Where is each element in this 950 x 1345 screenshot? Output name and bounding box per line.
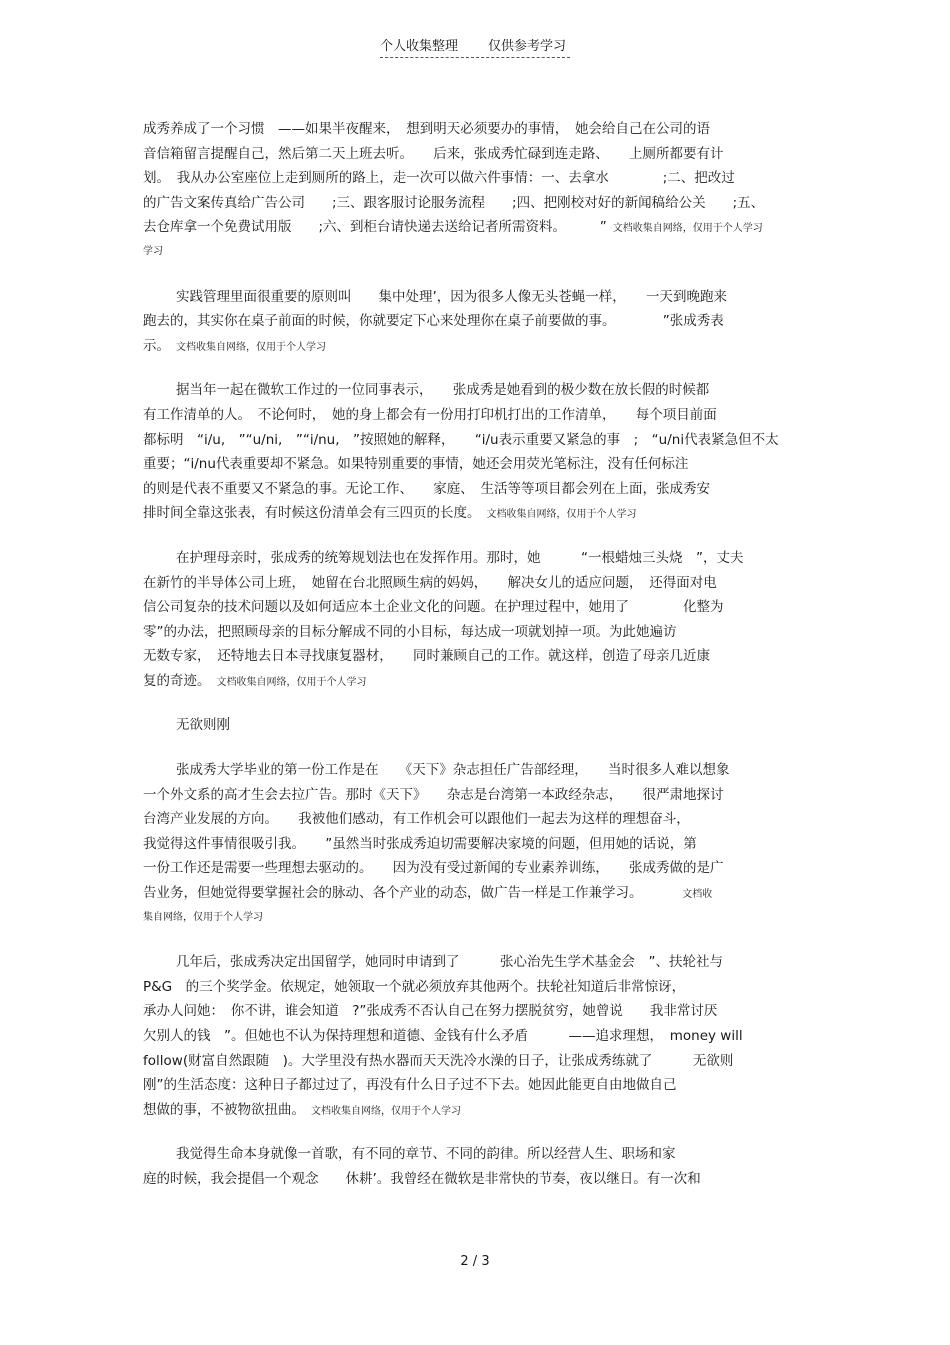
paragraph-1 (143, 117, 805, 265)
text-line: 有工作清单的人。 不论何时， 她的身上都会有一份用打印机打出的工作清单， 每个项目前面 (143, 406, 717, 423)
text-line (143, 501, 805, 526)
text-line: 我觉得这件事情很吸引我。 ”虽然当时张成秀迫切需要解决家境的问题，但用她的话说，第 (143, 835, 697, 852)
text-line: 的则是代表不重要又不紧急的事。无论工作、 家庭、 生活等等项目都会列在上面，张成秀安 (143, 480, 710, 497)
text-line-content: 去仓库拿一个免费试用版 ;六、到柜台请快递去送给记者所需资料。 ” (143, 219, 607, 236)
page-number: 2 / 3 (460, 1254, 490, 1269)
text-line-content: 复的奇迹。 (143, 672, 211, 689)
source-note: 文档收集自网络，仅用于个人学习 (486, 509, 637, 521)
text-line (143, 1098, 805, 1123)
text-line: 一份工作还是需要一些理想去驱动的。 因为没有受过新闻的专业素养训练， 张成秀做的是广 (143, 860, 724, 877)
text-line: 音信箱留言提醒自己，然后第二天上班去听。 后来，张成秀忙碌到连走路、 上厕所都要有计 (143, 145, 724, 162)
text-line: 实践管理里面很重要的原则叫 集中处理’，因为很多人像无头苍蝇一样， 一天到晚跑来 (176, 288, 728, 305)
text-line: 跑去的，其实你在桌子前面的时候，你就要定下心来处理你在桌子前要做的事。 ”张成秀表 (143, 313, 724, 330)
page-header (380, 38, 570, 58)
text-line-content: 想做的事，不被物欲扭曲。 (143, 1101, 305, 1118)
section-heading: 无欲则刚 (176, 717, 230, 734)
text-line-content: 排时间全靠这张表，有时候这份清单会有三四页的长度。 (143, 505, 481, 522)
text-line: 欠别人的钱 ”。但她也不认为保持理想和道德、金钱有什么矛盾 ——追求理想， money will (143, 1028, 743, 1044)
text-line: 学习 (143, 245, 163, 257)
paragraph-2 (143, 285, 805, 359)
source-note: 文档收集自网络，仅用于个人学习 (311, 1105, 461, 1117)
source-note: 文档收 (682, 889, 713, 901)
paragraph-3 (143, 378, 805, 526)
text-line: 零”的办法，把照顾母亲的目标分解成不同的小目标，每达成一项就划掉一项。为此她遍访 (143, 623, 677, 640)
text-line: 集自网络，仅用于个人学习 (143, 911, 263, 923)
source-note: 文档收集自网络，仅用于个人学习 (216, 676, 367, 688)
text-line: 台湾产业发展的方向。 我被他们感动，有工作机会可以跟他们一起去为这样的理想奋斗， (143, 811, 690, 828)
text-line: 据当年一起在微软工作过的一位同事表示， 张成秀是她看到的极少数在放长假的时候都 (176, 382, 710, 399)
document-body (143, 117, 805, 1212)
source-note: 文档收集自网络，仅用于个人学习 (176, 341, 326, 353)
text-line: 几年后，张成秀决定出国留学，她同时申请到了 张心治先生学术基金会 ”、扶轮社与 (176, 954, 723, 971)
text-line-content: 示。 (143, 337, 170, 354)
text-line-content: 告业务，但她觉得要掌握社会的脉动、各个产业的动态，做广告一样是工作兼学习。 (143, 885, 677, 902)
source-note: 文档收集自网络，仅用于个人学习 (612, 223, 763, 235)
text-line: 刚”的生活态度：这种日子都过过了，再没有什么日子过不下去。她因此能更自由地做自己 (143, 1077, 677, 1094)
text-line: 都标明 “i/u, ”“u/ni, ”“i/nu, ”按照她的解释， “i/u表示重要又紧急的事 ; “u/ni代表紧急但不太 (143, 431, 779, 448)
text-line: 张成秀大学毕业的第一份工作是在 《天下》杂志担任广告部经理， 当时很多人难以想象 (176, 762, 730, 779)
text-line: 无数专家， 还特地去日本寻找康复器材， 同时兼顾自己的工作。就这样，创造了母亲几近康 (143, 648, 710, 665)
text-line (143, 215, 805, 240)
text-line: 在护理母亲时，张成秀的统筹规划法也在发挥作用。那时，她 “一根蜡烛三头烧 ”，丈夫 (176, 549, 744, 566)
header-right-text: 仅供参考学习 (488, 39, 567, 54)
text-line: 划。 我从办公室座位上走到厕所的路上，走一次可以做六件事情：一、去拿水 ;二、把改过 (143, 170, 735, 187)
text-line: 成秀养成了一个习惯 ——如果半夜醒来， 想到明天必须要办的事情， 她会给自己在公司的语 (143, 121, 710, 137)
text-line: 的广告文案传真给广告公司 ;三、跟客服讨论服务流程 ;四、把刚校对好的新闻稿给公关 ;五、 (143, 194, 765, 211)
text-line (143, 881, 805, 906)
text-line: 重要；“i/nu代表重要却不紧急。如果特别重要的事情，她还会用荧光笔标注，没有任何标注 (143, 456, 689, 473)
text-line: 我觉得生命本身就像一首歌，有不同的章节、不同的韵律。所以经营人生、职场和家 (176, 1146, 676, 1163)
text-line: P&G 的三个奖学金。依规定，她领取一个就必须放弃其他两个。扶轮社知道后非常惊讶， (143, 978, 686, 995)
paragraph-6 (143, 950, 805, 1122)
text-line: follow(财富自然跟随 )。大学里没有热水器而天天洗冷水澡的日子，让张成秀练就了 无欲则 (143, 1052, 734, 1069)
paragraph-7 (143, 1142, 805, 1191)
header-left-text: 个人收集整理 (380, 39, 459, 54)
text-line: 承办人问她： 你不讲，谁会知道 ?”张成秀不否认自己在努力摆脱贫穷，她曾说 我非常讨厌 (143, 1003, 718, 1020)
paragraph-5 (143, 758, 805, 930)
text-line: 信公司复杂的技术问题以及如何适应本土企业文化的问题。在护理过程中，她用了 化整为 (143, 599, 724, 616)
text-line (143, 334, 805, 359)
text-line (143, 669, 805, 694)
text-line: 在新竹的半导体公司上班， 她留在台北照顾生病的妈妈， 解决女儿的适应问题， 还得面对电 (143, 574, 717, 591)
paragraph-4 (143, 546, 805, 694)
text-line: 庭的时候，我会提倡一个观念 休耕’。我曾经在微软是非常快的节奏，夜以继日。有一次和 (143, 1170, 701, 1187)
text-line: 一个外文系的高才生会去拉广告。那时《天下》 杂志是台湾第一本政经杂志， 很严肃地探讨 (143, 786, 724, 803)
